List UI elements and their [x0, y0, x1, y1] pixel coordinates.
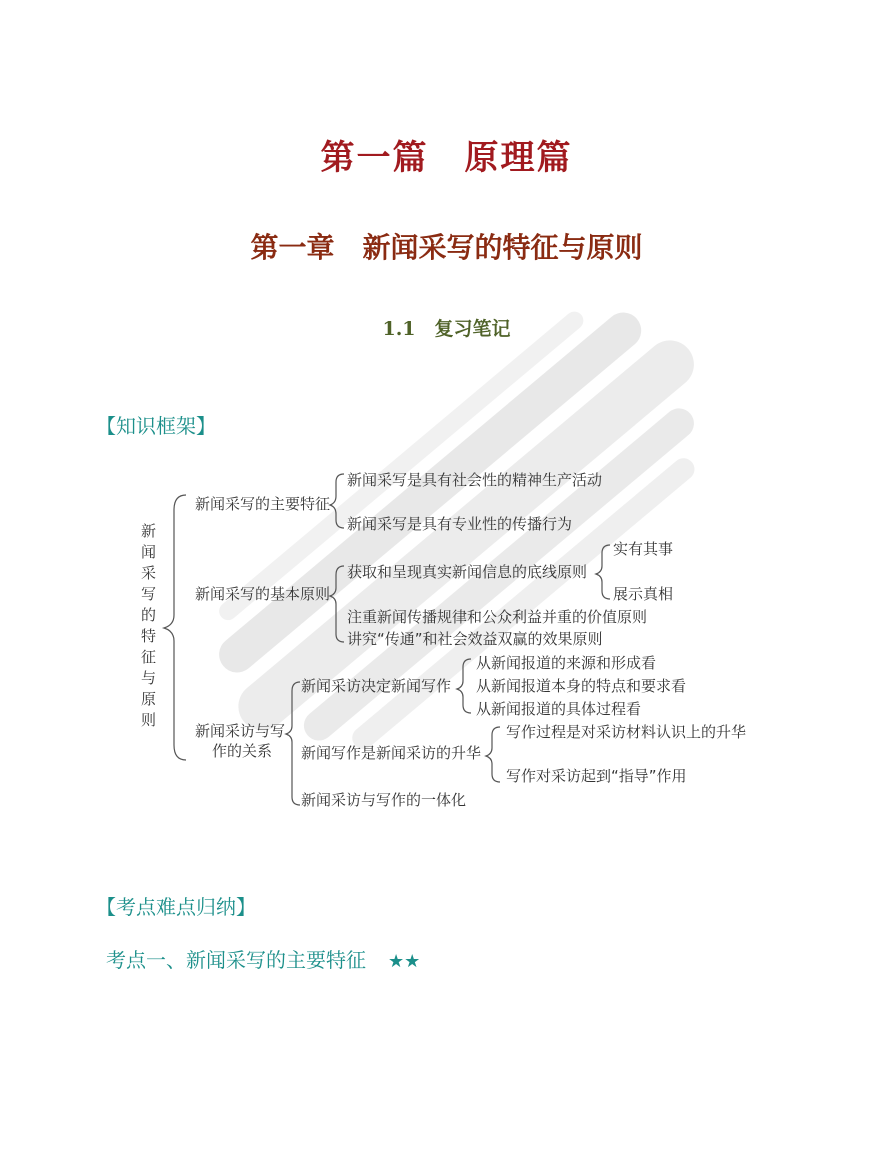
branch2-sub1-label: 获取和呈现真实新闻信息的底线原则: [347, 563, 588, 581]
star-rating: ★★: [388, 951, 421, 972]
root-char: 原: [141, 690, 157, 708]
branch3-sub2-item: 写作对采访起到“指导”作用: [506, 767, 687, 785]
branch3-brace: [286, 682, 300, 805]
branch1-label: 新闻采写的主要特征: [195, 495, 331, 513]
branch3-sub1-item: 从新闻报道的来源和形成看: [476, 654, 657, 672]
keypoint1-title: [106, 944, 420, 973]
chapter-title: 第一章 新闻采写的特征与原则: [250, 231, 643, 264]
branch2-item: 讲究“传通”和社会效益双赢的效果原则: [347, 630, 603, 648]
branch3-sub2-label: 新闻写作是新闻采访的升华: [301, 744, 482, 762]
branch2-brace: [330, 566, 344, 642]
keypoints-heading: 【考点难点归纳】: [96, 895, 256, 919]
root-char: 采: [141, 564, 157, 582]
branch3-label-line2: 作的关系: [212, 742, 273, 760]
root-char: 特: [141, 627, 157, 645]
root-char: 征: [141, 648, 157, 666]
root-char: 新: [141, 522, 157, 540]
keypoint1-text: 考点一、新闻采写的主要特征: [106, 948, 366, 972]
root-char: 的: [141, 606, 157, 624]
branch1-brace: [330, 474, 344, 528]
branch2-sub1-item: 实有其事: [613, 540, 674, 558]
branch3-sub1-label: 新闻采访决定新闻写作: [301, 677, 452, 695]
branch3-label-line1: 新闻采访与写: [195, 722, 286, 740]
branch2-item: 注重新闻传播规律和公众利益并重的价值原则: [347, 608, 648, 626]
branch3-sub2-item: 写作过程是对采访材料认识上的升华: [506, 723, 747, 741]
part-title: 第一篇 原理篇: [320, 138, 573, 178]
root-char: 与: [141, 669, 157, 687]
framework-heading: 【知识框架】: [96, 414, 216, 438]
branch3-sub3-label: 新闻采访与写作的一体化: [301, 791, 467, 809]
root-char: 闻: [141, 543, 157, 561]
branch1-item: 新闻采写是具有社会性的精神生产活动: [347, 471, 603, 489]
branch2-sub1-item: 展示真相: [613, 585, 674, 603]
branch3-sub2-brace: [486, 727, 500, 782]
branch3-sub1-item: 从新闻报道的具体过程看: [476, 700, 642, 718]
section-title: 1.1 复习笔记: [382, 318, 511, 340]
branch1-item: 新闻采写是具有专业性的传播行为: [347, 515, 573, 533]
root-char: 则: [141, 711, 157, 729]
branch3-sub1-brace: [457, 659, 471, 713]
root-char: 写: [141, 585, 157, 603]
branch2-sub1-brace: [596, 545, 610, 599]
root-brace: [164, 495, 186, 760]
branch2-label: 新闻采写的基本原则: [195, 585, 331, 603]
branch3-sub1-item: 从新闻报道本身的特点和要求看: [476, 677, 687, 695]
